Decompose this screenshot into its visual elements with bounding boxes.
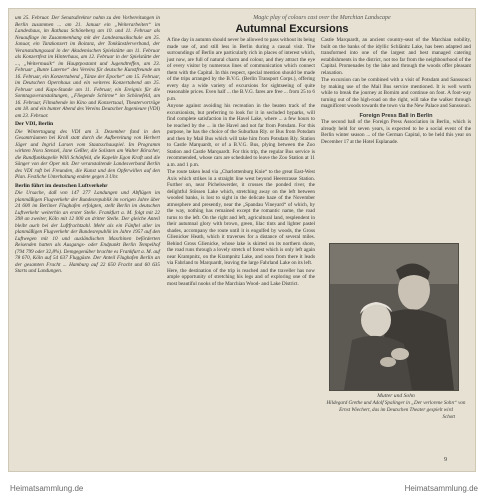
left-column — [15, 15, 160, 276]
paragraph: Die Ursache, daß von 147 277 Landungen und Abflügen im planmäßigen Flugverkehr der Bundesrepublik im vorigen Jahre über 24 600 im Berliner Flughafen erfolgten, stellt Berlin im deutschen Luftverkehr weiterhin an erster Stelle. Frankfurt a. M. folgt mit 22 398 an zweiter, Köln mit 12 000 an dritter Stelle. Der gleiche Anteil bleibt auch bei der Luftfrachtzahl. Mehr als ein Fünftel aller im planmäßigen Flugverkehr der Bundesrepublik im Jahre 1957 auf den Luftwegen mit 10 und ausländischen Maschinen beförderten Reisenden hatten als Ausgangs- oder Endpunkt Berlin Tempelhof (794 799 oder 32,8%). Demgegenüber brachte es Frankfurt a. M. auf 78 670, Köln auf 54 637 Fluggäste. Der Anteil Flughafen Berlin an der gesamten Fracht ... Hamburg auf 22 650 Fracht und 60 635 Starts und Landungen. — [15, 190, 160, 274]
watermark-footer — [0, 476, 488, 500]
article-title: Autumnal Excursions — [235, 23, 349, 35]
photo-mother-and-son — [329, 243, 459, 391]
paragraph: The excursion can be combined with a visit of Potsdam and Sanssouci by making use of the Mail Bus service mentioned. It is well worth while to break the journey at Bornim and continue on foot. A foot-way turning out of the high-road on the right, will take the walker through magnificent woods towards the town via the New Palace and Sanssouci. — [321, 77, 471, 109]
middle-column — [167, 37, 315, 288]
page-number: 9 — [444, 457, 447, 463]
watermark-left: Heimatsammlung.de — [10, 484, 84, 493]
caption-title: Mutter und Sohn — [377, 393, 415, 399]
paragraph: Castle Marquardt, an ancient country-seat of the Marchian nobility, built on the banks of the idyllic Schlänitz Lake, has been adapted and transformed into one of the largest and best managed catering establishments in the district, not too far from the neighbourhood of the Capital. Promenades by the lake and through the woods offer pleasant relaxation. — [321, 37, 471, 76]
photo-caption — [321, 393, 471, 422]
paragraph: Anyone against avoiding his recreation in the beaten track of the excursionists, but preferring to look for it in secluded byparks, will find complete satisfaction in the Havel Lake, where ... a few hours to be reached by the ... in the Havel and not far from Potsdam. For this purpose, he has the choice of the Suburban Rly. or Bus from Potsdam and then by Mail Bus which will take him from Potsdam Rly. Station to Castle Marquardt, or of a B.V.G. Bus, plying between the Zoo Station and Castle Marquardt. For this trip, the regular Bus service is recommended, whose cars are scheduled to leave the Zoo Station at 11 a.m. and 1 p.m. — [167, 103, 315, 168]
photo-illustration — [330, 244, 458, 390]
right-column — [321, 37, 471, 146]
paragraph: A fine day in autumn should never be allowed to pass without its being made use of, and still less in Berlin during a casual visit. The surroundings of Berlin are particularly rich in places of interest which, just now, are full of natural charm and colour, and they attract the eye of every visitor by numerous lines of communication which connect them with the Capital. In this respect, special mention should be made of the trips arranged by the B.V.G. (Berlin Transport Corps.), offering every day a wide variety of excursions for sightseeing of quite reasonable prices. Even half ... the B.V.G. fares are free ... from 25 to 6 p.m. — [167, 37, 315, 102]
section-heading-air-traffic: Berlin führt im deutschen Luftverkehr — [15, 182, 108, 189]
paragraph: The second ball of the Foreign Press Association in Berlin, which is already held for seven years, is expected to be a social event of the Berlin winter season ... of the German Capital, to be held this year on December 17 at the Hotel Esplanade. — [321, 119, 471, 145]
article-kicker: Magic play of colours cast over the Marchian Landscape — [253, 15, 391, 21]
section-heading-vdi: Der VDI, Berlin — [15, 121, 54, 127]
paragraph: Here, the destination of the trip is reached and the traveller has now ample opportunity of stretching his legs and of exploring one of the most beautiful nooks of the Marchian Wood- and Lake District. — [167, 267, 315, 287]
paragraph: The route taken lead via „Charlottenburg Knie“ to the great East-West Axis which strikes in a straight line west beyond Heerstrasse Station. Further on, near Pichelswerder, it crosses the ponded river, the delightful Stössen Lake which, stretching away on the left between wooded banks, is lost to sight in the delicate haze of the November atmosphere and presently, near the „Spandau Vineyard“ of which, by the way, nothing has remained except the romantic name, the road turns to the left. On the right and left, agricultural land, resplendent in their autumnal glory with brown, green, lilac tints and lighter pastel shades, accompany the route until it is engulfed by woods, the Gross Glienicker Heath, which it traverses for a distance of several miles. Behind Gross Glienicke, whose lake is skirted on its northern shore, the road runs through a lovely stretch of forest which is only left again near Krampnitz, on the Krampnitz Lake, and soon from there it leads via Fahrland to Marquardt, leaving the large Fahrland Lake on its left. — [167, 169, 315, 266]
paragraph: um 25. Februar. Der Senatsdirektor nahm zu den Vorbereitungen in Berlin zusammen ... am 21. Januar ein „Weiterarbeiten“ im Landeshaus, im Rathaus Schöneberg am 10. und 11. Februar als Neuauflage im Zusammenhang mit der Landesmusikschule am 25. Januar, ein Tanzkonzert im Boitanz, der Tonkünstlerverband, der Veranstaltungssaal in der Akademischen Spielstätte am 11. Februar als Konzertfest im Hinterhaus, am 12. Februar in der Spielstätte der ..., „Weitermusik“ im Hauptpostamt und Jugendtreffen, am 23. Februar „Bunte Laterne“ des Vereins für deutsche Kunstfreunde am 16. Februar, ein Konzertabend „Tänze der Epoche“ am 15. Februar, im Deutschen Opernhaus und ein weiteres Konzertabend am 25. Februar und Kaps-Stunde am 11. Februar, ein Ereignis für die Sonntagsveranstaltungen, „Fliegende Schirme“ im Schönefeld, am 16. Februar, Filmabende im Kino und Konzertsaal, Theatervorträge am 18. und ein bunter Abend des Vereins Deutscher Ingenieure (VDI) am 23. Februar. — [15, 15, 160, 119]
photo-credit: Schott — [442, 415, 455, 421]
section-heading-press-ball: Foreign Press Ball in Berlin — [359, 112, 433, 119]
watermark-right: Heimatsammlung.de — [404, 484, 478, 493]
magazine-page — [8, 8, 476, 472]
paragraph: Die Wintertagung des VDI am 3. Dezember fand in den Gesamträumen bei Kroll statt durch die Aufbereitung von Herbert Jäger und Ingrid Larsen vom Staatsschauspiel. Im Programm wirkten Nora Stenzel, Jane Geßler, die Solisten am Walter Börscher, die Rundfunkkapelle Willi Schönfeld, die Kapelle Egon Kraft und die Sänger von der Oper mit. Der veranstaltende Landesverband Berlin des VDI ruft bei Freunden, die Kunst und den Opferwillen auf den Plan. Festliche Unterhaltung endete gegen 3 Uhr. — [15, 128, 160, 180]
caption-text: Hildegard Grethe und Adolf Spalinger in „Der verlorene Sohn“ von Ernst Wiechert, das im Deutschen Theater gespielt wird — [326, 400, 466, 413]
